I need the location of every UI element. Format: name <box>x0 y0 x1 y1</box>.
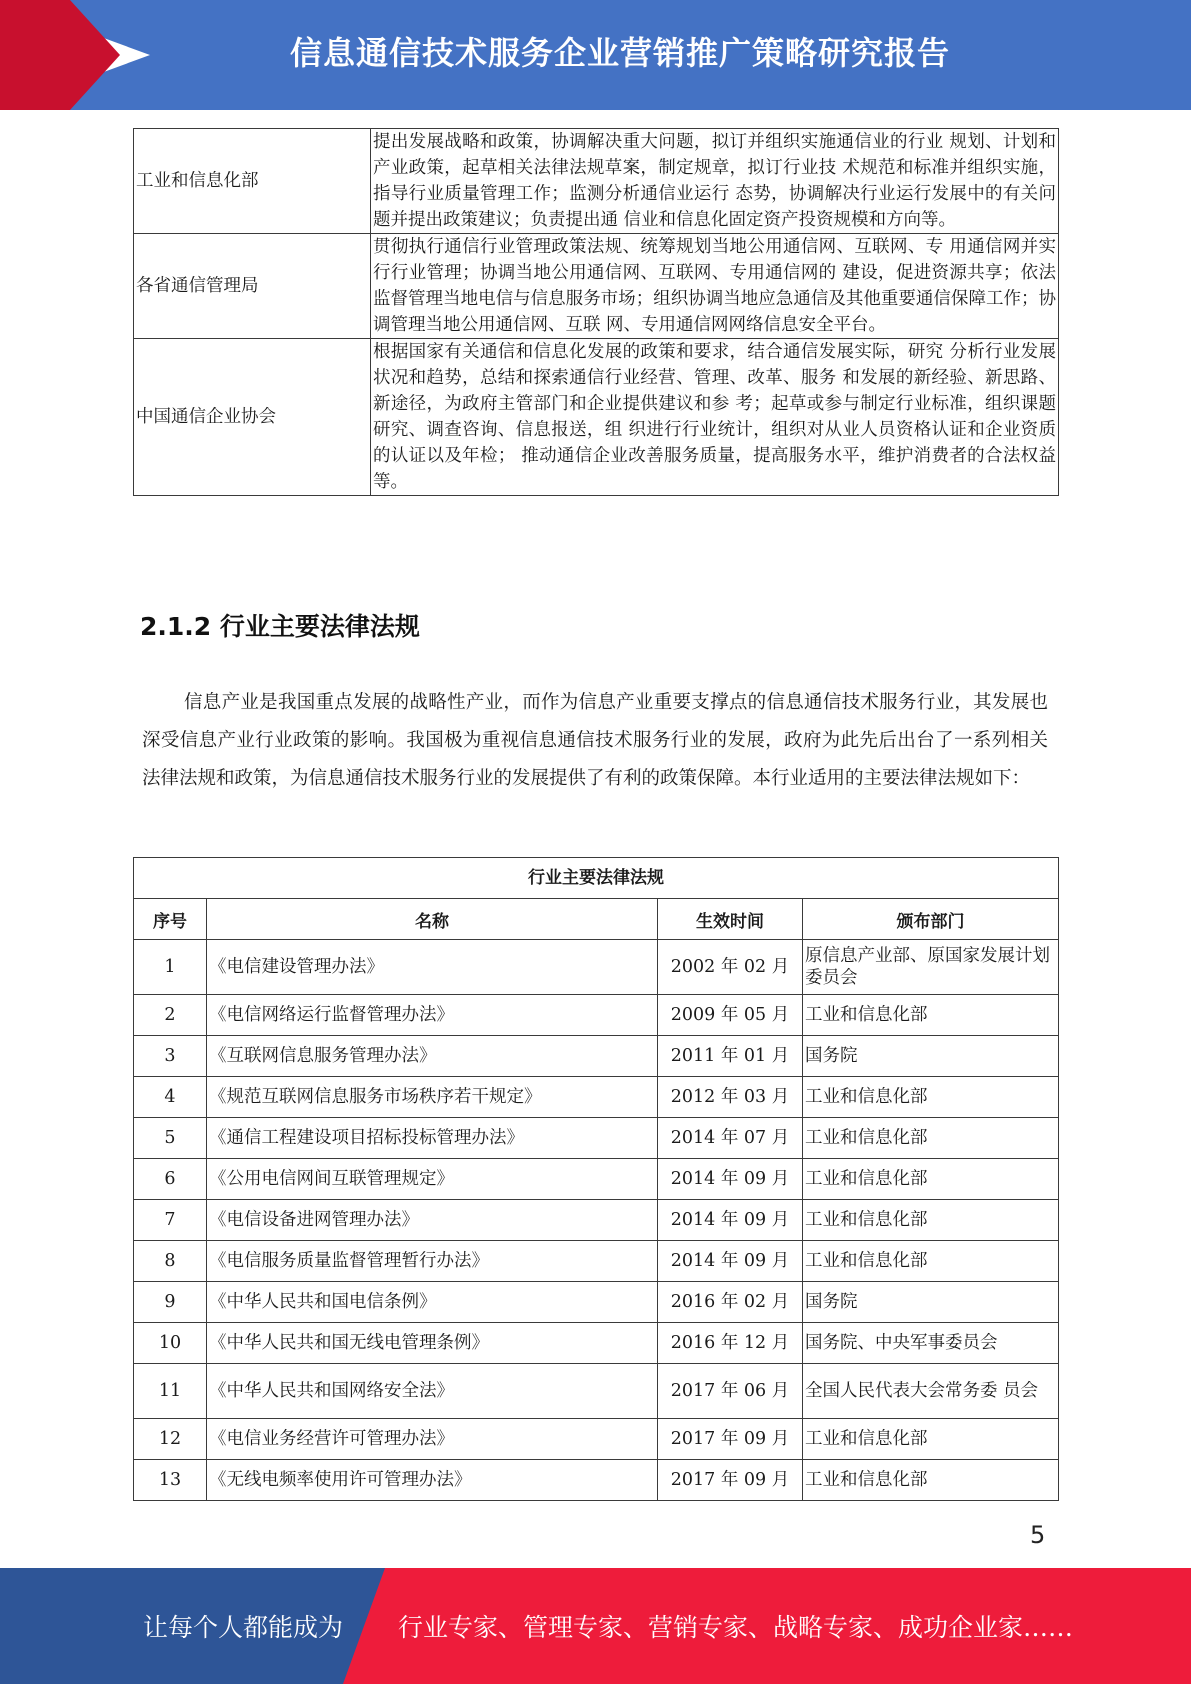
table-row <box>134 1241 1059 1282</box>
law-date: 2016 年 02 月 <box>658 1282 803 1323</box>
law-name: 《电信服务质量监督管理暂行办法》 <box>207 1241 658 1282</box>
law-name: 《中华人民共和国电信条例》 <box>207 1282 658 1323</box>
header-dept: 颁布部门 <box>803 899 1059 940</box>
law-dept: 工业和信息化部 <box>803 1460 1059 1501</box>
law-date: 2014 年 09 月 <box>658 1159 803 1200</box>
law-date: 2011 年 01 月 <box>658 1036 803 1077</box>
law-date: 2014 年 07 月 <box>658 1118 803 1159</box>
header-name: 名称 <box>207 899 658 940</box>
table-caption-row <box>134 858 1059 899</box>
header-date: 生效时间 <box>658 899 803 940</box>
footer-slogan-right: 行业专家、管理专家、营销专家、战略专家、成功企业家…… <box>398 1613 1074 1642</box>
page-header <box>0 0 1191 110</box>
header-no: 序号 <box>134 899 207 940</box>
law-no: 5 <box>134 1118 207 1159</box>
law-date: 2009 年 05 月 <box>658 995 803 1036</box>
law-name: 《电信业务经营许可管理办法》 <box>207 1419 658 1460</box>
law-no: 3 <box>134 1036 207 1077</box>
org-name-cell: 中国通信企业协会 <box>134 339 371 496</box>
law-date: 2014 年 09 月 <box>658 1200 803 1241</box>
law-dept: 工业和信息化部 <box>803 995 1059 1036</box>
law-no: 11 <box>134 1364 207 1419</box>
law-no: 2 <box>134 995 207 1036</box>
law-name: 《电信网络运行监督管理办法》 <box>207 995 658 1036</box>
body-paragraph: 信息产业是我国重点发展的战略性产业，而作为信息产业重要支撑点的信息通信技术服务行业，其发展也深受信息产业行业政策的影响。我国极为重视信息通信技术服务行业的发展，政府为此先后出台了一系列相关法律法规和政策，为信息通信技术服务行业的发展提供了有利的政策保障。本行业适用的主要法律法规如下： <box>142 692 1048 789</box>
table-row <box>134 1282 1059 1323</box>
law-date: 2002 年 02 月 <box>658 940 803 995</box>
law-dept: 国务院 <box>803 1282 1059 1323</box>
law-dept: 工业和信息化部 <box>803 1419 1059 1460</box>
law-no: 7 <box>134 1200 207 1241</box>
law-dept: 工业和信息化部 <box>803 1159 1059 1200</box>
law-name: 《互联网信息服务管理办法》 <box>207 1036 658 1077</box>
law-no: 6 <box>134 1159 207 1200</box>
law-dept: 全国人民代表大会常务委 员会 <box>803 1364 1059 1419</box>
table-row <box>134 1364 1059 1419</box>
law-name: 《规范互联网信息服务市场秩序若干规定》 <box>207 1077 658 1118</box>
law-date: 2012 年 03 月 <box>658 1077 803 1118</box>
law-no: 1 <box>134 940 207 995</box>
table-row <box>134 339 1059 496</box>
table-row <box>134 995 1059 1036</box>
law-name: 《通信工程建设项目招标投标管理办法》 <box>207 1118 658 1159</box>
law-dept: 工业和信息化部 <box>803 1241 1059 1282</box>
table-caption: 行业主要法律法规 <box>134 858 1059 899</box>
table-row <box>134 1419 1059 1460</box>
table-row <box>134 1159 1059 1200</box>
law-no: 8 <box>134 1241 207 1282</box>
law-name: 《中华人民共和国无线电管理条例》 <box>207 1323 658 1364</box>
table-row <box>134 129 1059 234</box>
table-header-row <box>134 899 1059 940</box>
law-name: 《公用电信网间互联管理规定》 <box>207 1159 658 1200</box>
law-dept: 国务院、中央军事委员会 <box>803 1323 1059 1364</box>
section-heading: 2.1.2 行业主要法律法规 <box>140 612 420 641</box>
org-duty-cell: 根据国家有关通信和信息化发展的政策和要求，结合通信发展实际，研究 分析行业发展状况和趋势，总结和探索通信行业经营、管理、改革、服务 和发展的新经验、新思路、新途径，为政府主管部门和企业提供建议和参 考；起草或参与制定行业标准，组织课题研究、调查咨询、信息报送，组 织进行行业统计，组织对从业人员资格认证和企业资质的认证以及年检； 推动通信企业改善服务质量，提高服务水平，维护消费者的合法权益等。 <box>371 339 1059 496</box>
table-row <box>134 940 1059 995</box>
table-row <box>134 1323 1059 1364</box>
org-name-cell: 工业和信息化部 <box>134 129 371 234</box>
footer-slogan-left: 让每个人都能成为 <box>143 1613 344 1642</box>
laws-table <box>133 857 1059 1501</box>
law-name: 《中华人民共和国网络安全法》 <box>207 1364 658 1419</box>
law-date: 2016 年 12 月 <box>658 1323 803 1364</box>
law-no: 10 <box>134 1323 207 1364</box>
law-dept: 工业和信息化部 <box>803 1118 1059 1159</box>
law-date: 2017 年 06 月 <box>658 1364 803 1419</box>
table-row <box>134 1118 1059 1159</box>
law-dept: 工业和信息化部 <box>803 1200 1059 1241</box>
law-no: 12 <box>134 1419 207 1460</box>
regulator-table <box>133 128 1059 496</box>
law-no: 13 <box>134 1460 207 1501</box>
law-no: 4 <box>134 1077 207 1118</box>
law-dept: 工业和信息化部 <box>803 1077 1059 1118</box>
law-dept: 原信息产业部、原国家发展计划委员会 <box>803 940 1059 995</box>
org-duty-cell: 提出发展战略和政策，协调解决重大问题，拟订并组织实施通信业的行业 规划、计划和产业政策，起草相关法律法规草案，制定规章，拟订行业技 术规范和标准并组织实施，指导行业质量管理工作；监测分析通信业运行 态势，协调解决行业运行发展中的有关问题并提出政策建议；负责提出通 信业和信息化固定资产投资规模和方向等。 <box>371 129 1059 234</box>
table-row <box>134 1460 1059 1501</box>
table-row <box>134 1036 1059 1077</box>
page-footer <box>0 1568 1191 1684</box>
law-date: 2014 年 09 月 <box>658 1241 803 1282</box>
table-row <box>134 1200 1059 1241</box>
law-name: 《电信建设管理办法》 <box>207 940 658 995</box>
law-no: 9 <box>134 1282 207 1323</box>
page-number: 5 <box>1030 1521 1046 1549</box>
table-row <box>134 1077 1059 1118</box>
law-dept: 国务院 <box>803 1036 1059 1077</box>
report-title: 信息通信技术服务企业营销推广策略研究报告 <box>289 34 950 72</box>
law-name: 《电信设备进网管理办法》 <box>207 1200 658 1241</box>
table-row <box>134 234 1059 339</box>
org-duty-cell: 贯彻执行通信行业管理政策法规、统筹规划当地公用通信网、互联网、专 用通信网并实行行业管理；协调当地公用通信网、互联网、专用通信网的 建设，促进资源共享；依法监督管理当地电信与信息服务市场；组织协调当地应急通信及其他重要通信保障工作；协调管理当地公用通信网、互联 网、专用通信网网络信息安全平台。 <box>371 234 1059 339</box>
law-name: 《无线电频率使用许可管理办法》 <box>207 1460 658 1501</box>
org-name-cell: 各省通信管理局 <box>134 234 371 339</box>
law-date: 2017 年 09 月 <box>658 1460 803 1501</box>
law-date: 2017 年 09 月 <box>658 1419 803 1460</box>
